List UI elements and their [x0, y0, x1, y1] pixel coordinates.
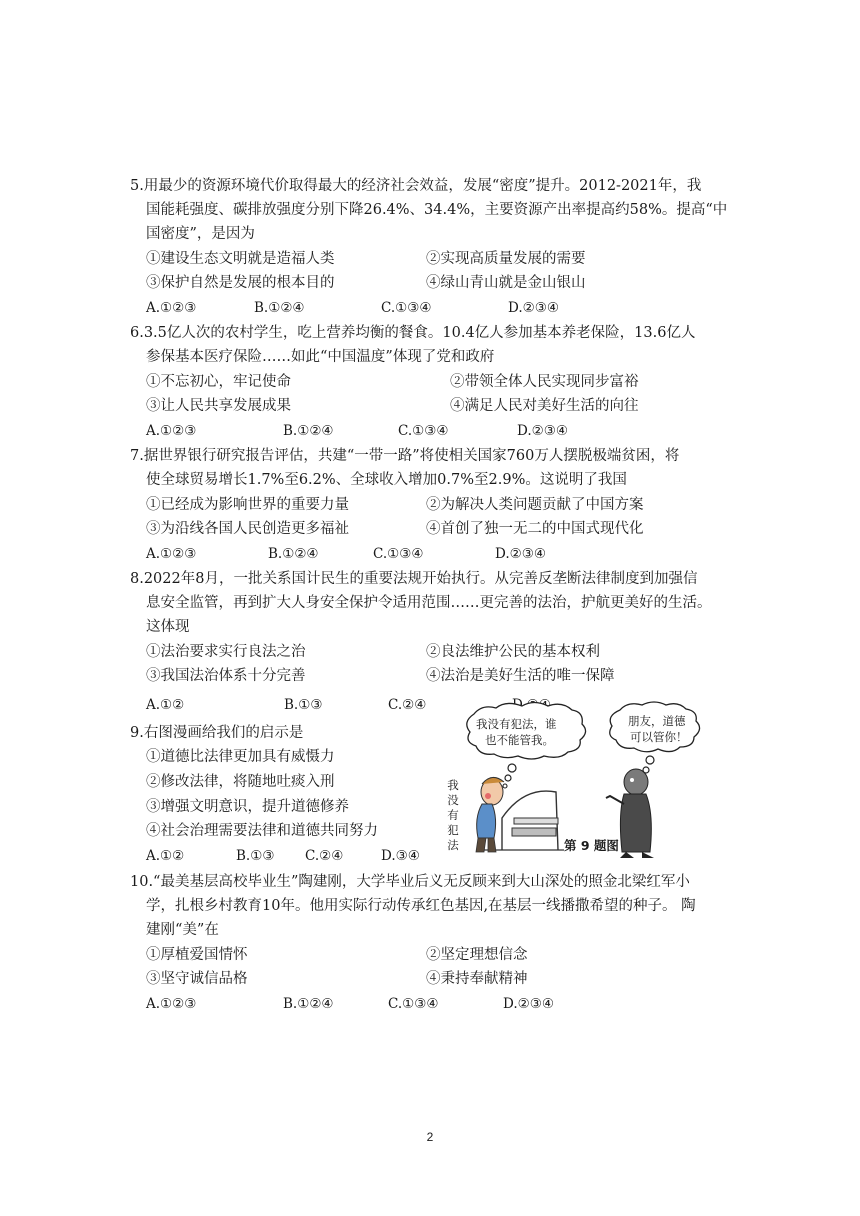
q6-choice-c: C.①③④	[398, 423, 449, 439]
q9-statement-3: ③增强文明意识，提升道德修养	[146, 799, 349, 815]
q5-statement-2: ②实现高质量发展的需要	[426, 251, 586, 267]
q10-line-3: 建刚“美”在	[146, 922, 219, 938]
q8-choice-b: B.①③	[284, 697, 323, 713]
page-number: 2	[426, 1130, 434, 1144]
q10-choice-c: C.①③④	[388, 996, 439, 1012]
q5-line-2: 国能耗强度、碳排放强度分别下降26.4%、34.4%，主要资源产出率提高约58%。提高“中	[146, 202, 728, 218]
q6-statement-4: ④满足人民对美好生活的向往	[450, 398, 639, 414]
q6-line-1: 6.3.5亿人次的农村学生，吃上营养均衡的餐食。10.4亿人参加基本养老保险，13.6亿人	[130, 325, 696, 341]
vertical-text: 我没有犯法	[447, 778, 459, 852]
q6-choice-b: B.①②④	[283, 423, 334, 439]
q9-statement-2: ②修改法律，将随地吐痰入刑	[146, 774, 335, 790]
q9-choice-d: D.③④	[381, 848, 420, 864]
right-bubble-line-1: 朋友，道德	[628, 714, 686, 728]
q8-statement-3: ③我国法治体系十分完善	[146, 668, 306, 684]
q6-statement-2: ②带领全体人民实现同步富裕	[450, 374, 639, 390]
q10-choice-d: D.②③④	[503, 996, 554, 1012]
q10-line-2: 学，扎根乡村教育10年。他用实际行动传承红色基因,在基层一线播撒希望的种子。 陶	[146, 898, 696, 914]
q10-line-1: 10.“最美基层高校毕业生”陶建刚，大学毕业后义无反顾来到大山深处的照金北梁红军小	[130, 874, 690, 890]
q8-statement-1: ①法治要求实行良法之治	[146, 644, 306, 660]
q8-statement-2: ②良法维护公民的基本权利	[426, 644, 600, 660]
q9-statement-1: ①道德比法律更加具有威慑力	[146, 749, 335, 765]
q5-choice-d: D.②③④	[508, 300, 559, 316]
q7-line-2: 使全球贸易增长1.7%至6.2%、全球收入增加0.7%至2.9%。这说明了我国	[146, 472, 627, 488]
q9-choice-a: A.①②	[146, 848, 185, 864]
q8-statement-4: ④法治是美好生活的唯一保障	[426, 668, 615, 684]
q5-choice-a: A.①②③	[146, 300, 197, 316]
q8-line-1: 8.2022年8月，一批关系国计民生的重要法规开始执行。从完善反垄断法律制度到加强信	[130, 571, 698, 587]
q7-statement-4: ④首创了独一无二的中国式现代化	[426, 521, 644, 537]
q5-statement-1: ①建设生态文明就是造福人类	[146, 251, 335, 267]
q8-line-3: 这体现	[146, 619, 190, 635]
q9-choice-b: B.①③	[236, 848, 275, 864]
figure-caption: 第 9 题图	[564, 838, 619, 853]
q8-choice-c: C.②④	[388, 697, 427, 713]
left-bubble-line-1: 我没有犯法，谁	[476, 717, 557, 731]
q10-choice-a: A.①②③	[146, 996, 197, 1012]
q6-choice-a: A.①②③	[146, 423, 197, 439]
q8-line-2: 息安全监管，再到扩大人身安全保护令适用范围……更完善的法治，护航更美好的生活。	[146, 595, 712, 611]
q7-line-1: 7.据世界银行研究报告评估，共建“一带一路”将使相关国家760万人摆脱极端贫困，将	[130, 448, 680, 464]
q6-statement-3: ③让人民共享发展成果	[146, 398, 291, 414]
q5-line-3: 国密度”，是因为	[146, 226, 255, 242]
q10-statement-4: ④秉持奉献精神	[426, 971, 528, 987]
q10-choice-b: B.①②④	[283, 996, 334, 1012]
q6-choice-d: D.②③④	[517, 423, 568, 439]
q7-choice-b: B.①②④	[268, 546, 319, 562]
q10-statement-1: ①厚植爱国情怀	[146, 947, 248, 963]
q6-statement-1: ①不忘初心，牢记使命	[146, 374, 291, 390]
q7-choice-c: C.①③④	[373, 546, 424, 562]
right-bubble-line-2: 可以管你！	[630, 730, 688, 744]
left-bubble-line-2: 也不能管我。	[485, 733, 554, 747]
q5-choice-b: B.①②④	[254, 300, 305, 316]
q7-statement-2: ②为解决人类问题贡献了中国方案	[426, 497, 644, 513]
q7-choice-a: A.①②③	[146, 546, 197, 562]
q6-line-2: 参保基本医疗保险……如此“中国温度”体现了党和政府	[146, 349, 495, 365]
q7-choice-d: D.②③④	[495, 546, 546, 562]
q7-statement-3: ③为沿线各国人民创造更多福祉	[146, 521, 349, 537]
q5-line-1: 5.用最少的资源环境代价取得最大的经济社会效益，发展“密度”提升。2012-2021年，我	[130, 178, 702, 194]
q9-line-1: 9.右图漫画给我们的启示是	[130, 725, 304, 741]
q10-statement-3: ③坚守诚信品格	[146, 971, 248, 987]
q7-statement-1: ①已经成为影响世界的重要力量	[146, 497, 349, 513]
left-man-figure	[476, 777, 504, 852]
q5-statement-4: ④绿山青山就是金山银山	[426, 275, 586, 291]
q10-statement-2: ②坚定理想信念	[426, 947, 528, 963]
q8-choice-a: A.①②	[146, 697, 185, 713]
q5-statement-3: ③保护自然是发展的根本目的	[146, 275, 335, 291]
q9-cartoon	[447, 700, 744, 860]
q9-statement-4: ④社会治理需要法律和道德共同努力	[146, 823, 378, 839]
q9-choice-c: C.②④	[305, 848, 344, 864]
q5-choice-c: C.①③④	[381, 300, 432, 316]
